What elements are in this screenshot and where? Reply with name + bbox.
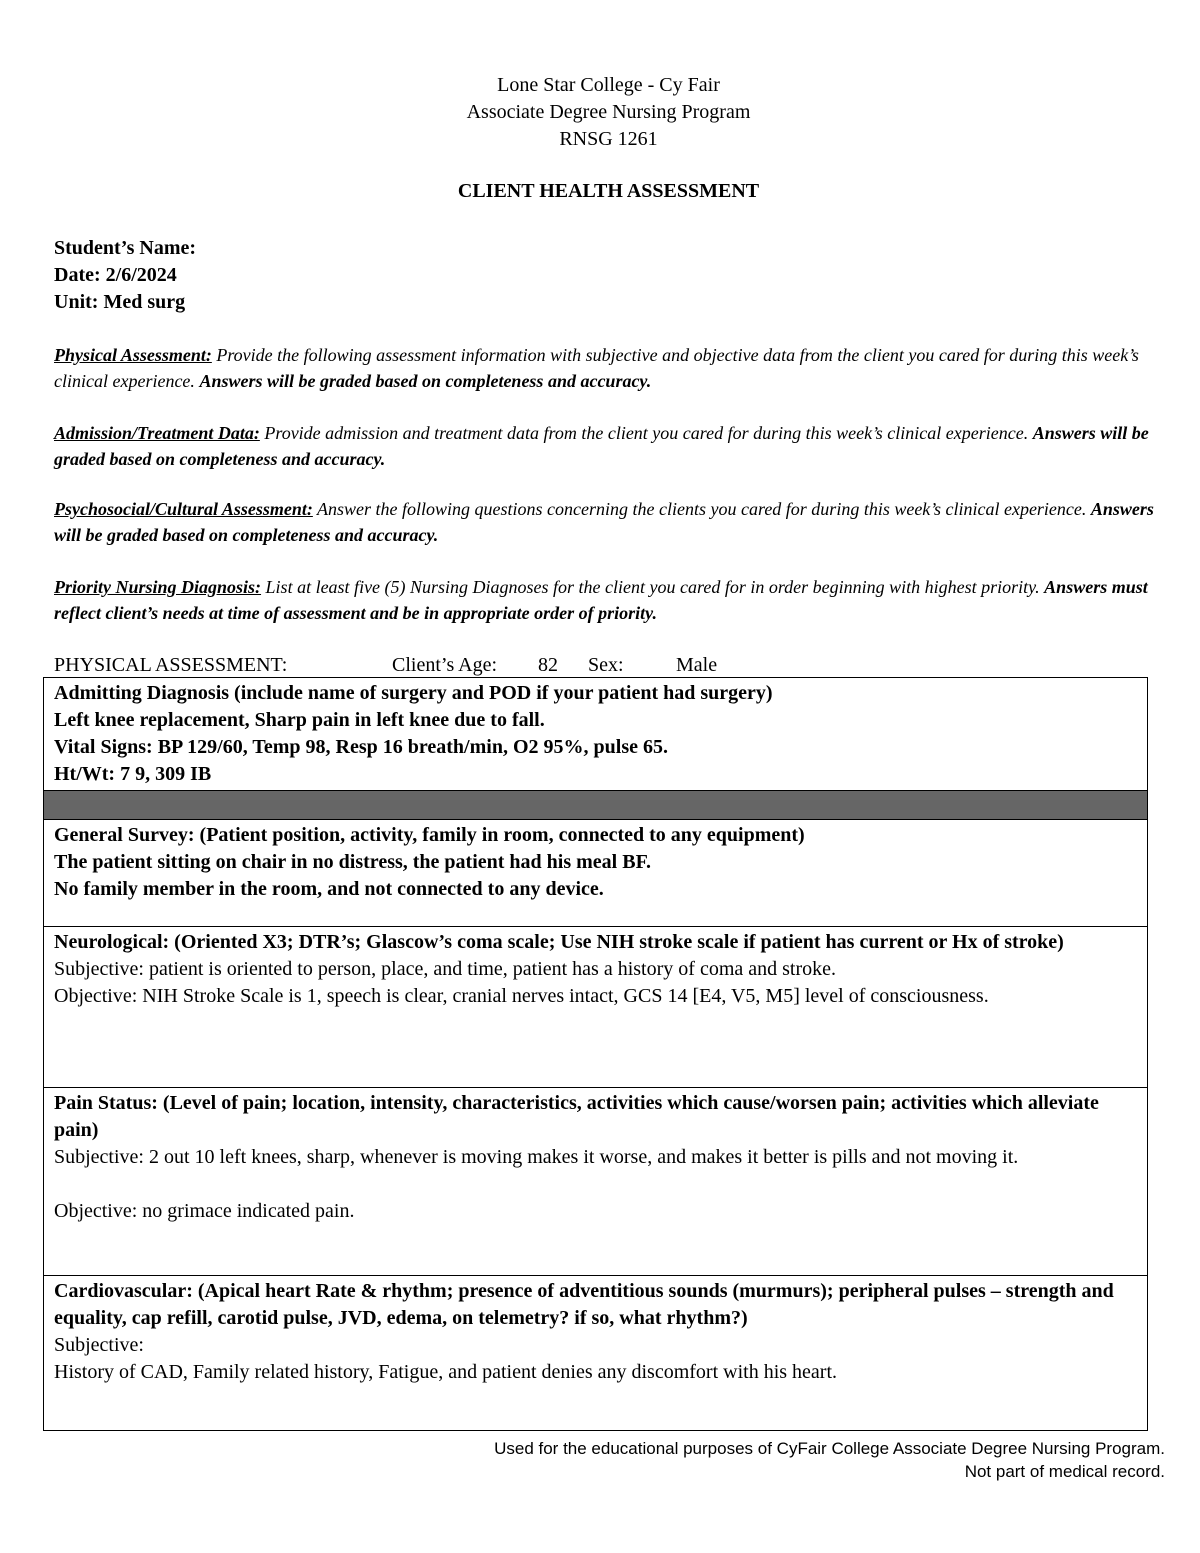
row-cardiovascular bbox=[44, 1276, 1148, 1431]
instruction-text: Provide admission and treatment data from the client you cared for during this week’s clinical experience. bbox=[259, 423, 1033, 443]
neurological-subjective: Subjective: patient is oriented to person, place, and time, patient has a history of coma and stroke. bbox=[54, 958, 837, 980]
age-label: Client’s Age: bbox=[392, 654, 497, 676]
page-footer bbox=[494, 1437, 1165, 1483]
instruction-psychosocial bbox=[54, 496, 1164, 548]
row-neurological bbox=[44, 927, 1148, 1088]
cardiovascular-subjective: History of CAD, Family related history, Fatigue, and patient denies any discomfort with his heart. bbox=[54, 1361, 837, 1383]
row-general-survey bbox=[44, 820, 1148, 927]
instruction-label: Admission/Treatment Data: bbox=[54, 423, 260, 443]
instruction-label: Psychosocial/Cultural Assessment: bbox=[54, 499, 313, 519]
assessment-table bbox=[43, 677, 1148, 1431]
row-admitting-diagnosis bbox=[44, 678, 1148, 791]
sex-value: Male bbox=[676, 654, 718, 676]
footer-note: Not part of medical record. bbox=[964, 1462, 1165, 1481]
cardiovascular-subjective-label: Subjective: bbox=[54, 1334, 144, 1356]
age-value: 82 bbox=[538, 654, 558, 676]
student-name-field: Student’s Name: bbox=[54, 237, 197, 259]
general-survey-line-2: No family member in the room, and not connected to any device. bbox=[54, 878, 604, 900]
general-survey-line-1: The patient sitting on chair in no distress, the patient had his meal BF. bbox=[54, 851, 651, 873]
pa-heading: PHYSICAL ASSESSMENT: bbox=[54, 654, 288, 676]
program-name: Associate Degree Nursing Program bbox=[466, 101, 751, 123]
neurological-objective: Objective: NIH Stroke Scale is 1, speech is clear, cranial nerves intact, GCS 14 [E4, V5, M5] level of consciousness. bbox=[54, 985, 989, 1007]
footer-disclaimer: Used for the educational purposes of CyFair College Associate Degree Nursing Program. bbox=[494, 1439, 1165, 1458]
cardiovascular-prompt: Cardiovascular: (Apical heart Rate & rhythm; presence of adventitious sounds (murmurs); peripheral pulses – strength and equality, cap refill, carotid pulse, JVD, edema, on telemetry? if so, what rhythm?) bbox=[54, 1280, 1114, 1329]
general-survey-prompt: General Survey: (Patient position, activity, family in room, connected to any equipment) bbox=[54, 824, 805, 846]
instruction-text: List at least five (5) Nursing Diagnoses for the client you cared for in order beginning with highest priority. bbox=[261, 577, 1045, 597]
instruction-emphasis: Answers must reflect client’s needs at time of assessment and be in appropriate order of priority. bbox=[54, 577, 1148, 623]
unit-field: Unit: Med surg bbox=[54, 291, 186, 313]
vital-signs-value: Vital Signs: BP 129/60, Temp 98, Resp 16 breath/min, O2 95%, pulse 65. bbox=[54, 736, 668, 758]
admitting-prompt: Admitting Diagnosis (include name of surgery and POD if your patient had surgery) bbox=[54, 682, 773, 704]
instruction-emphasis: Answers will be graded based on completeness and accuracy. bbox=[54, 423, 1149, 469]
neurological-prompt: Neurological: (Oriented X3; DTR’s; Glascow’s coma scale; Use NIH stroke scale if patient has current or Hx of stroke) bbox=[54, 931, 1064, 953]
pain-objective: Objective: no grimace indicated pain. bbox=[54, 1200, 355, 1222]
shaded-divider-row bbox=[44, 791, 1148, 820]
pain-prompt: Pain Status: (Level of pain; location, intensity, characteristics, activities which cause/worsen pain; activities which alleviate pain) bbox=[54, 1092, 1099, 1141]
sex-label: Sex: bbox=[588, 654, 624, 676]
height-weight-value: Ht/Wt: 7 9, 309 IB bbox=[54, 763, 212, 785]
admitting-diagnosis-value: Left knee replacement, Sharp pain in left knee due to fall. bbox=[54, 709, 545, 731]
instruction-label: Priority Nursing Diagnosis: bbox=[54, 577, 262, 597]
instruction-text: Provide the following assessment information with subjective and objective data from the client you cared for during this week’s clinical experience. bbox=[54, 345, 1139, 391]
student-info bbox=[54, 235, 196, 316]
form-title: CLIENT HEALTH ASSESSMENT bbox=[457, 180, 760, 202]
instruction-physical bbox=[54, 342, 1164, 394]
instruction-label: Physical Assessment: bbox=[54, 345, 212, 365]
college-name: Lone Star College - Cy Fair bbox=[497, 74, 720, 96]
page-header bbox=[0, 72, 1200, 153]
row-pain-status bbox=[44, 1088, 1148, 1276]
instruction-emphasis: Answers will be graded based on completeness and accuracy. bbox=[199, 371, 652, 391]
instruction-text: Answer the following questions concerning the clients you cared for during this week’s clinical experience. bbox=[312, 499, 1091, 519]
course-code: RNSG 1261 bbox=[559, 128, 658, 150]
date-field: Date: 2/6/2024 bbox=[54, 264, 177, 286]
pain-subjective: Subjective: 2 out 10 left knees, sharp, whenever is moving makes it worse, and makes it better is pills and not moving it. bbox=[54, 1146, 1019, 1168]
instruction-admission bbox=[54, 420, 1164, 472]
instruction-emphasis: Answers will be graded based on completeness and accuracy. bbox=[54, 499, 1154, 545]
physical-assessment-header bbox=[54, 652, 717, 678]
instruction-priority bbox=[54, 574, 1164, 626]
